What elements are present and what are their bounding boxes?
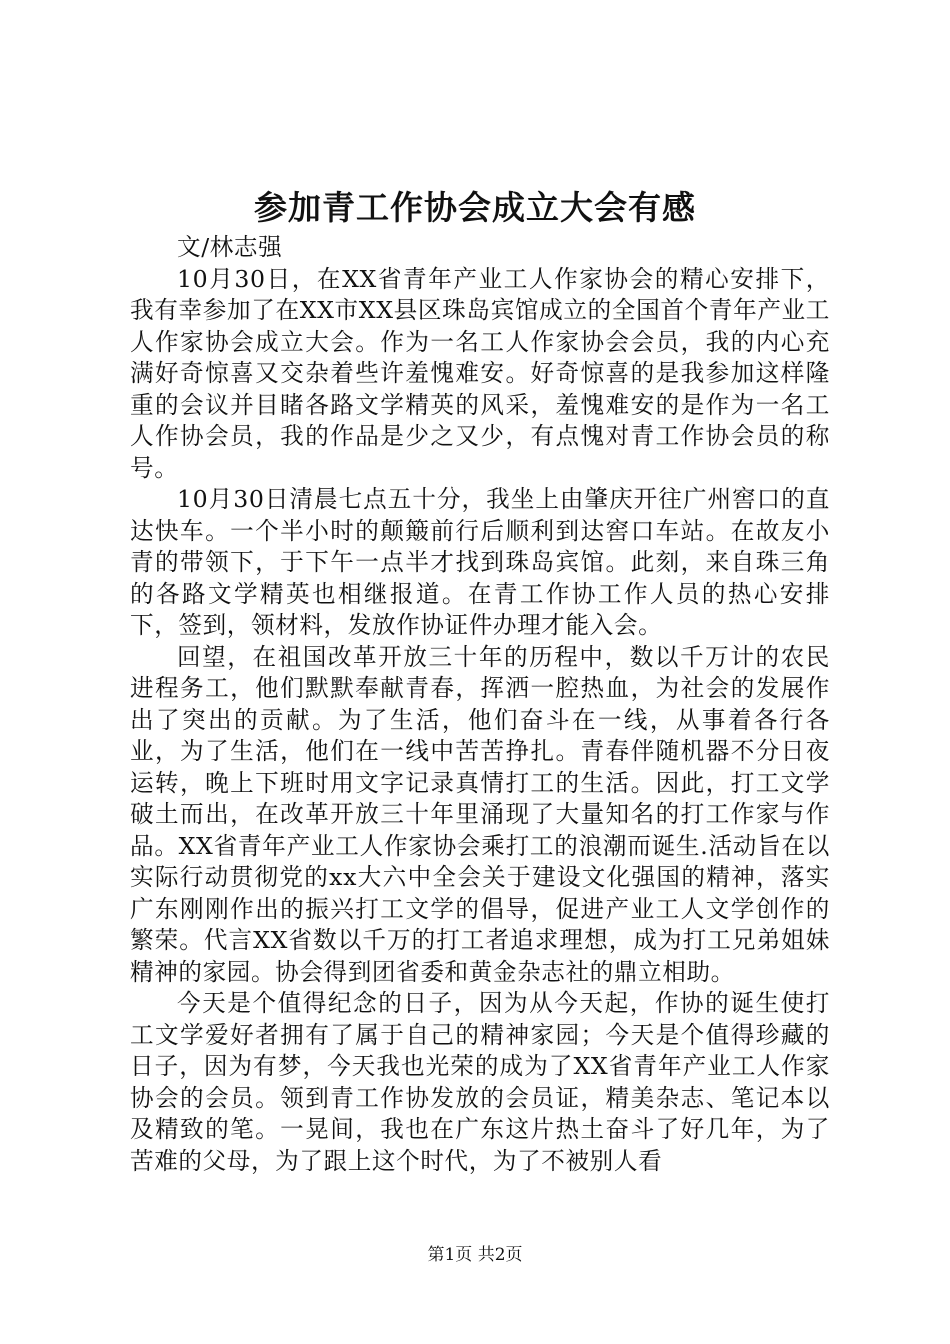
paragraph-3: 回望，在祖国改革开放三十年的历程中，数以千万计的农民进程务工，他们默默奉献青春，挥洒一腔热血，为社会的发展作出了突出的贡献。为了生活，他们奋斗在一线，从事着各行各业，为了生活，他们在一线中苦苦挣扎。青春伴随机器不分日夜运转，晚上下班时用文字记录真情打工的生活。因此，打工文学破土而出，在改革开放三十年里涌现了大量知名的打工作家与作品。XX省青年产业工人作家协会乘打工的浪潮而诞生.活动旨在以实际行动贯彻党的xx大六中全会关于建设文化强国的精神，落实广东刚刚作出的振兴打工文学的倡导，促进产业工人文学创作的繁荣。代言XX省数以千万的打工者追求理想，成为打工兄弟姐妹精神的家园。协会得到团省委和黄金杂志社的鼎立相助。: [130, 642, 830, 986]
paragraph-2: 10月30日清晨七点五十分，我坐上由肇庆开往广州窖口的直达快车。一个半小时的颠簸前行后顺利到达窖口车站。在故友小青的带领下，于下午一点半才找到珠岛宾馆。此刻，来自珠三角的各路文学精英也相继报道。在青工作协工作人员的热心安排下，签到，领材料，发放作协证件办理才能入会。: [130, 485, 830, 639]
paragraph-4: 今天是个值得纪念的日子，因为从今天起，作协的诞生使打工文学爱好者拥有了属于自己的精神家园；今天是个值得珍藏的日子，因为有梦，今天我也光荣的成为了XX省青年产业工人作家协会的会员。领到青工作协发放的会员证，精美杂志、笔记本以及精致的笔。一晃间，我也在广东这片热土奋斗了好几年，为了苦难的父母，为了跟上这个时代，为了不被别人看: [130, 989, 830, 1175]
document-title: 参加青工作协会成立大会有感: [254, 188, 696, 227]
paragraph-1: 10月30日，在XX省青年产业工人作家协会的精心安排下，我有幸参加了在XX市XX县区珠岛宾馆成立的全国首个青年产业工人作家协会成立大会。作为一名工人作家协会会员，我的内心充满好奇惊喜又交杂着些许羞愧难安。好奇惊喜的是我参加这样隆重的会议并目睹各路文学精英的风采，羞愧难安的是作为一名工人作协会员，我的作品是少之又少，有点愧对青工作协会员的称号。: [130, 264, 830, 482]
page-number-footer: 第1页 共2页: [427, 1245, 523, 1265]
document-body: [130, 232, 830, 1177]
author-byline: 文/林志强: [177, 233, 283, 261]
